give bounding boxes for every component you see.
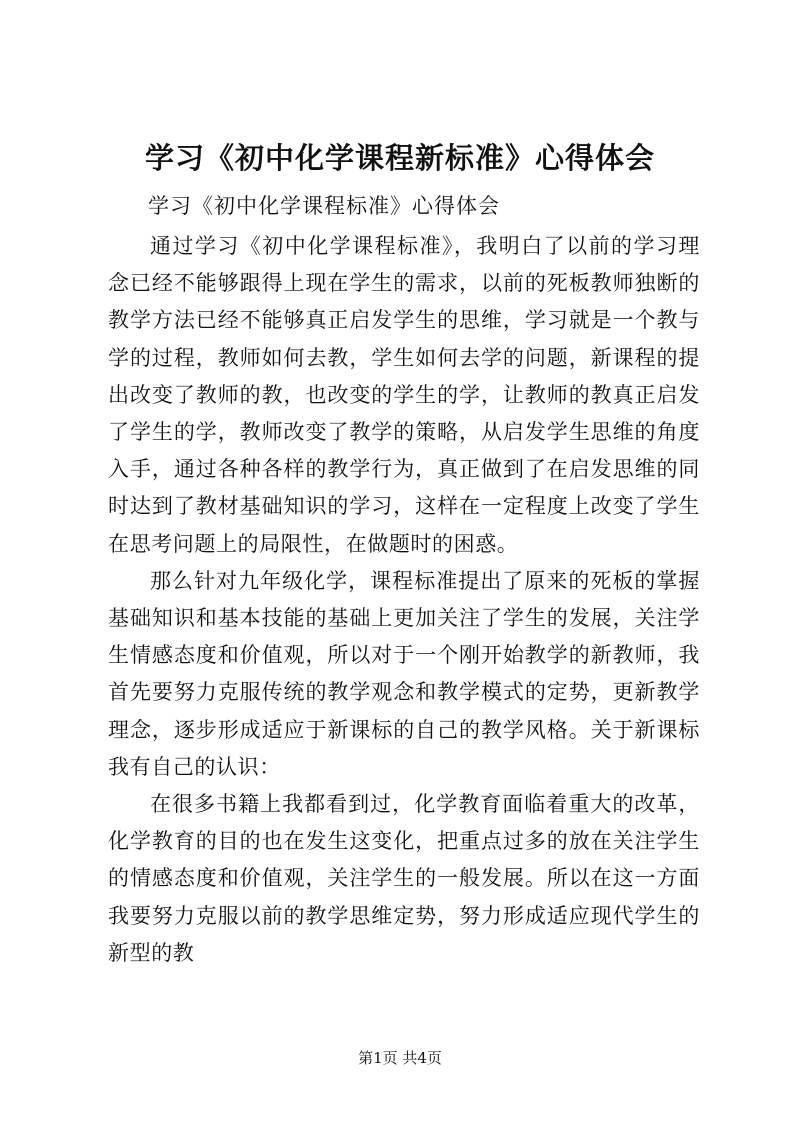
paragraph-3: 在很多书籍上我都看到过，化学教育面临着重大的改革，化学教育的目的也在发生这变化，把重点过多的放在关注学生的情感态度和价值观，关注学生的一般发展。所以在这一方面我要努力克服以前的教学思维定势，努力形成适应现代学生的新型的教 <box>108 792 700 965</box>
document-title: 学习《初中化学课程新标准》心得体会 <box>144 141 655 175</box>
page-indicator: 第1页 共4页 <box>358 1049 442 1067</box>
document-body <box>108 228 700 972</box>
document-subtitle: 学习《初中化学课程标准》心得体会 <box>148 194 500 218</box>
paragraph-1: 通过学习《初中化学课程标准》，我明白了以前的学习理念已经不能够跟得上现在学生的需求，以前的死板教师独断的教学方法已经不能够真正启发学生的思维，学习就是一个教与学的过程，教师如何去教，学生如何去学的问题，新课程的提出改变了教师的教，也改变的学生的学，让教师的教真正启发了学生的学，教师改变了教学的策略，从启发学生思维的角度入手，通过各种各样的教学行为，真正做到了在启发思维的同时达到了教材基础知识的学习，这样在一定程度上改变了学生在思考问题上的局限性，在做题时的困惑。 <box>108 234 700 556</box>
paragraph-2: 那么针对九年级化学，课程标准提出了原来的死板的掌握基础知识和基本技能的基础上更加关注了学生的发展，关注学生情感态度和价值观，所以对于一个刚开始教学的新教师，我首先要努力克服传统的教学观念和教学模式的定势，更新教学理念，逐步形成适应于新课标的自己的教学风格。关于新课标我有自己的认识： <box>108 568 700 779</box>
page-footer <box>0 1048 800 1068</box>
